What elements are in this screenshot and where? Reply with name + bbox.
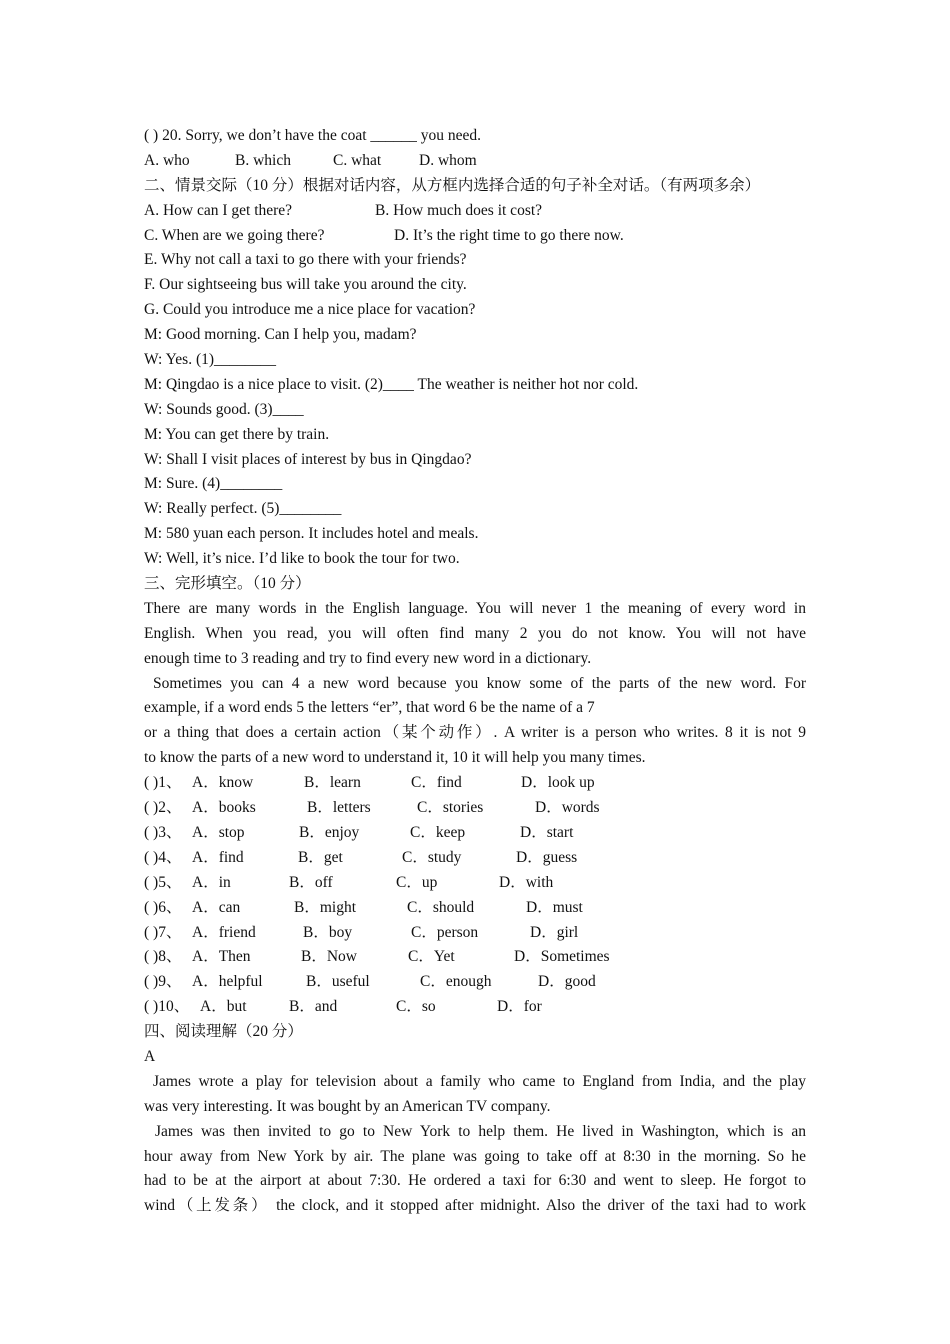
question-number: ( )1、 [144,774,182,792]
choice-g: G. Could you introduce me a nice place for vacation? [144,301,476,319]
option-b: B．learn [304,774,361,792]
option-a: A．Then [192,948,251,966]
option-a: A．know [192,774,254,792]
choice-f: F. Our sightseeing bus will take you around the city. [144,276,467,294]
cloze-question-4 [144,846,806,871]
dialogue-line: W: Sounds good. (3)____ [144,400,304,418]
choice-b: B. How much does it cost? [375,201,543,219]
question-20-options [144,149,806,174]
cloze-passage-line: English. When you read, you will often find many 2 you do not know. You will not have [144,624,806,642]
cloze-passage-line: There are many words in the English language. You will never 1 the meaning of every word in [144,599,806,617]
option-a: A．find [192,848,244,866]
option-d: D．good [538,973,596,991]
option-c: C．up [396,873,438,891]
option-d: D．must [526,898,583,916]
option-a: A．stop [192,823,245,841]
question-number: ( )3、 [144,823,182,841]
option-c: C．enough [420,973,492,991]
option-d: D．with [499,873,554,891]
option-d: D．look up [521,774,595,792]
section-4-heading: 四、阅读理解（20 分） [144,1023,303,1041]
option-d: D．guess [516,848,578,866]
reading-passage-line: hour away from New York by air. The plane was going to take off at 8:30 in the morning. So he [144,1147,806,1165]
option-b: B．might [294,898,357,916]
dialogue-line: M: You can get there by train. [144,425,330,443]
option-c: C．keep [410,823,466,841]
question-number: ( )2、 [144,799,182,817]
document-page [144,124,806,1219]
option-a: A．but [200,998,247,1016]
option-a: A. who [144,151,190,169]
reading-passage-line: James was then invited to go to New York to help them. He lived in Washington, which is an [155,1122,806,1140]
option-b: B．useful [306,973,370,991]
option-b: B．boy [303,923,353,941]
section-2-heading: 二、情景交际（10 分）根据对话内容，从方框内选择合适的句子补全对话。（有两项多余） [144,176,761,194]
dialogue-line: W: Really perfect. (5)________ [144,500,342,518]
cloze-passage-line: enough time to 3 reading and try to find every new word in a dictionary. [144,649,592,667]
dialogue-line: W: Yes. (1)________ [144,351,277,369]
question-number: ( )10、 [144,998,190,1016]
option-a: A．helpful [192,973,263,991]
option-d: D．start [520,823,574,841]
dialogue-line: W: Well, it’s nice. I’d like to book the tour for two. [144,550,460,568]
cloze-question-3 [144,821,806,846]
cloze-passage-line: Sometimes you can 4 a new word because you know some of the parts of the new word. For [153,674,806,692]
question-number: ( )5、 [144,873,182,891]
option-c: C．person [411,923,479,941]
option-c: C．study [402,848,462,866]
question-number: ( )9、 [144,973,182,991]
reading-passage-line: James wrote a play for television about a family who came to England from India, and the play [153,1072,806,1090]
cloze-question-1 [144,771,806,796]
option-c: C．should [407,898,475,916]
option-b: B．off [289,873,333,891]
choice-row-ab [144,199,806,224]
option-b: B．and [289,998,338,1016]
passage-label: A [144,1047,156,1065]
option-b: B．enjoy [299,823,360,841]
cloze-passage-line: or a thing that does a certain action（某个动作）. A writer is a person who writes. 8 it is not 9 [144,724,806,742]
option-d: D．Sometimes [514,948,610,966]
option-d: D. whom [419,151,477,169]
cloze-question-2 [144,796,806,821]
option-c: C．so [396,998,436,1016]
option-b: B．Now [301,948,357,966]
choice-c: C. When are we going there? [144,226,325,244]
reading-passage-line: wind（上发条） the clock, and it stopped after midnight. Also the driver of the taxi had to work [144,1197,806,1215]
question-number: ( )4、 [144,848,182,866]
dialogue-line: M: Sure. (4)________ [144,475,283,493]
option-b: B．letters [307,799,371,817]
cloze-question-8 [144,945,806,970]
cloze-question-5 [144,871,806,896]
reading-passage-line: had to be at the airport at about 7:30. He ordered a taxi for 6:30 and went to sleep. He forgot to [144,1172,806,1190]
choice-d: D. It’s the right time to go there now. [394,226,624,244]
option-a: A．books [192,799,256,817]
dialogue-line: M: Qingdao is a nice place to visit. (2)____ The weather is neither hot nor cold. [144,375,639,393]
choice-e: E. Why not call a taxi to go there with your friends? [144,251,467,269]
cloze-question-7 [144,921,806,946]
section-3-heading: 三、完形填空。（10 分） [144,575,311,593]
option-c: C. what [333,151,382,169]
option-d: D．words [535,799,600,817]
option-b: B. which [235,151,291,169]
reading-passage-line: was very interesting. It was bought by an American TV company. [144,1097,551,1115]
question-number: ( )8、 [144,948,182,966]
option-c: C．stories [417,799,484,817]
cloze-passage-line: example, if a word ends 5 the letters “er”, that word 6 be the name of a 7 [144,699,595,717]
dialogue-line: M: Good morning. Can I help you, madam? [144,326,417,344]
question-20-stem: ( ) 20. Sorry, we don’t have the coat ______ you need. [144,127,482,144]
option-b: B．get [298,848,343,866]
question-number: ( )7、 [144,923,182,941]
option-a: A．friend [192,923,256,941]
cloze-question-9 [144,970,806,995]
choice-a: A. How can I get there? [144,201,293,219]
dialogue-line: M: 580 yuan each person. It includes hotel and meals. [144,525,479,543]
choice-row-cd [144,224,806,249]
cloze-question-6 [144,896,806,921]
option-d: D．for [497,998,542,1016]
cloze-question-10 [144,995,806,1020]
option-c: C．find [411,774,462,792]
option-a: A．in [192,873,231,891]
option-c: C．Yet [408,948,455,966]
option-d: D．girl [530,923,579,941]
dialogue-line: W: Shall I visit places of interest by bus in Qingdao? [144,450,472,468]
question-number: ( )6、 [144,898,182,916]
option-a: A．can [192,898,241,916]
cloze-passage-line: to know the parts of a new word to understand it, 10 it will help you many times. [144,749,646,767]
